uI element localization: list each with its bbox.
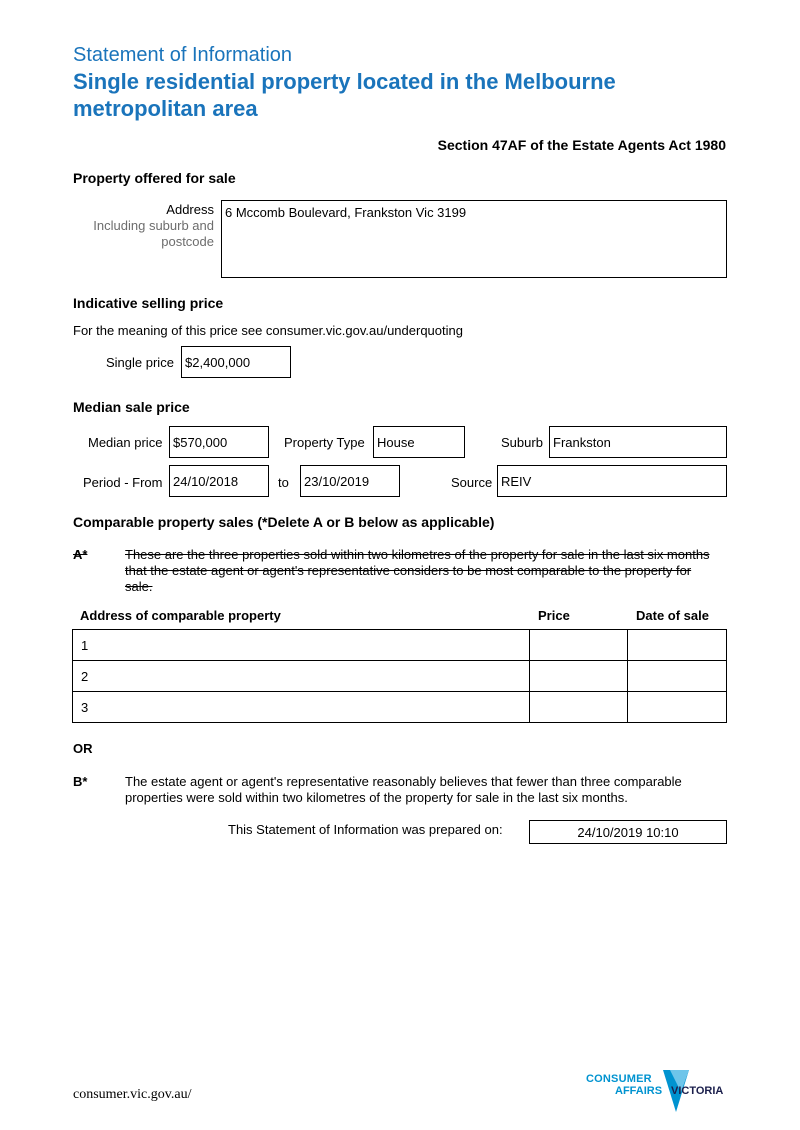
median-price-field[interactable]: $570,000 [169, 426, 269, 458]
table-row [73, 661, 727, 692]
act-reference: Section 47AF of the Estate Agents Act 1980 [437, 137, 726, 153]
document-title: Single residential property located in the Melbourne metropolitan area [73, 69, 616, 121]
address-field[interactable]: 6 Mccomb Boulevard, Frankston Vic 3199 [221, 200, 727, 278]
row-address-cell[interactable]: 3 [73, 692, 530, 723]
option-b-text: The estate agent or agent's representative reasonably believes that fewer than three comparable properties were sold within two kilometres of the property for sale in the last six months. [125, 774, 682, 805]
period-to-label: to [278, 475, 289, 490]
table-row [73, 630, 727, 661]
median-price-label: Median price [88, 435, 163, 450]
source-field[interactable]: REIV [497, 465, 727, 497]
row-price-cell[interactable] [530, 661, 628, 692]
row-date-cell[interactable] [628, 661, 727, 692]
col-address-header: Address of comparable property [80, 608, 281, 623]
prepared-date-field[interactable]: 24/10/2019 10:10 [529, 820, 727, 844]
comparable-heading: Comparable property sales (*Delete A or B below as applicable) [73, 514, 495, 530]
suburb-label: Suburb [501, 435, 543, 450]
indicative-note: For the meaning of this price see consumer.vic.gov.au/underquoting [73, 323, 463, 338]
property-heading: Property offered for sale [73, 170, 236, 186]
option-b-marker: B* [73, 774, 88, 789]
logo-affairs-text: AFFAIRS [615, 1085, 663, 1097]
address-hint-line1: Including suburb and [93, 218, 214, 233]
logo-consumer-text: CONSUMER [586, 1073, 652, 1085]
suburb-field[interactable]: Frankston [549, 426, 727, 458]
row-date-cell[interactable] [628, 630, 727, 661]
row-price-cell[interactable] [530, 692, 628, 723]
document-subtitle: Statement of Information [73, 44, 293, 66]
period-to-field[interactable]: 23/10/2019 [300, 465, 400, 497]
source-label: Source [451, 475, 493, 490]
prepared-label: This Statement of Information was prepared on: [228, 822, 503, 837]
table-row [73, 692, 727, 723]
address-hint-line2: postcode [161, 234, 214, 249]
row-date-cell[interactable] [628, 692, 727, 723]
col-price-header: Price [538, 608, 570, 623]
property-type-label: Property Type [284, 435, 365, 450]
consumer-affairs-victoria-logo [585, 1068, 730, 1113]
median-heading: Median sale price [73, 399, 190, 415]
col-date-header: Date of sale [636, 608, 709, 623]
row-address-cell[interactable]: 1 [73, 630, 530, 661]
row-address-cell[interactable]: 2 [73, 661, 530, 692]
single-price-field[interactable]: $2,400,000 [181, 346, 291, 378]
address-label: Address [166, 202, 214, 217]
period-from-label: Period - From [83, 475, 163, 490]
indicative-heading: Indicative selling price [73, 295, 224, 311]
single-price-label: Single price [106, 355, 174, 370]
period-from-field[interactable]: 24/10/2018 [169, 465, 269, 497]
row-price-cell[interactable] [530, 630, 628, 661]
option-a-marker: A* [73, 547, 88, 562]
footer-url[interactable]: consumer.vic.gov.au/ [73, 1087, 192, 1102]
logo-victoria-text: VICTORIA [671, 1085, 724, 1097]
property-type-field[interactable]: House [373, 426, 465, 458]
option-a-text: These are the three properties sold within two kilometres of the property for sale in the last six months that the estate agent or agent's representative considers to be most comparable to the property for sale. [125, 547, 710, 594]
comparable-table [72, 629, 727, 723]
or-label: OR [73, 741, 93, 756]
